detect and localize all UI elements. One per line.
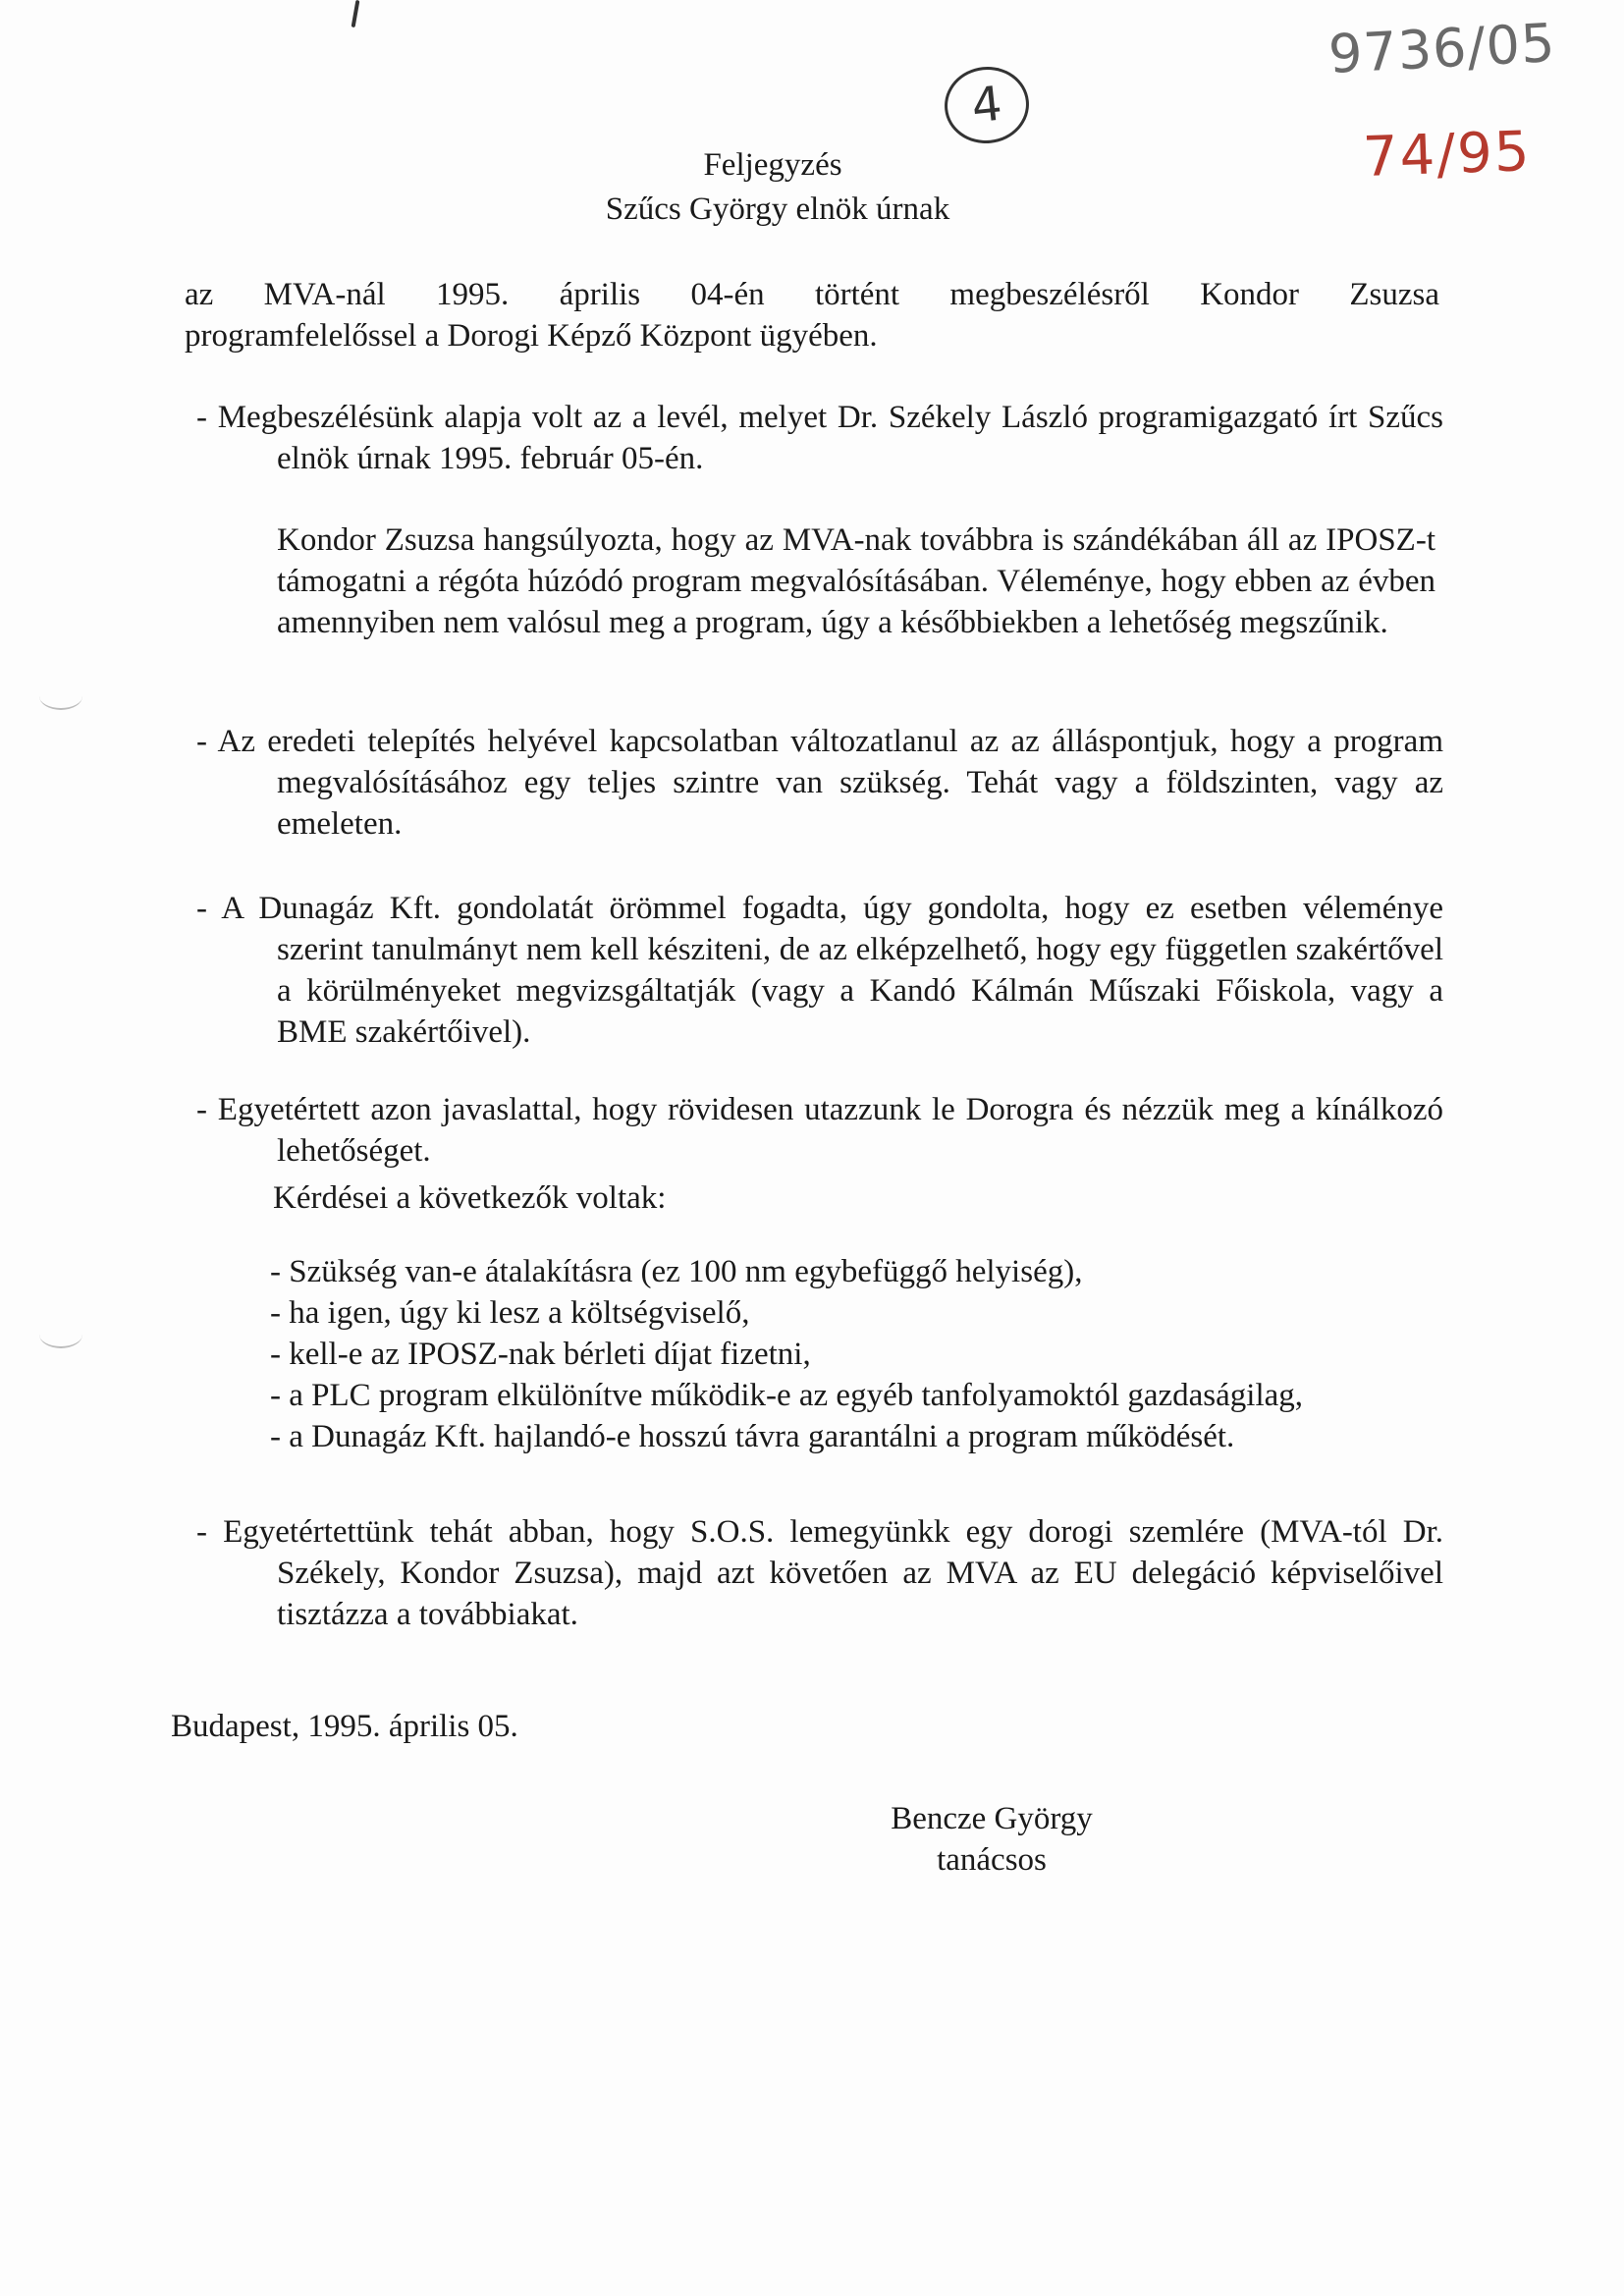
- signer-name: Bencze György: [891, 1801, 1093, 1836]
- bullet-dash: -: [196, 1092, 207, 1127]
- bullet-text: Megbeszélésünk alapja volt az a levél, melyet Dr. Székely László programigazgató írt Szűcs elnök úrnak 1995. február 05-én.: [217, 400, 1443, 476]
- bullet-dash: -: [196, 400, 207, 435]
- intro-line-2: programfelelőssel a Dorogi Képző Központ ügyében.: [185, 317, 878, 354]
- bullet-item-5: [177, 1512, 1443, 1636]
- place-and-date: Budapest, 1995. április 05.: [171, 1709, 518, 1744]
- punch-hole-mark: [39, 1321, 82, 1348]
- bullet-item-2: [177, 722, 1443, 846]
- bullet-item-1: [177, 398, 1443, 480]
- bullet-text: Az eredeti telepítés helyével kapcsolatban változatlanul az az álláspontjuk, hogy a program megvalósításához egy teljes szintre van szükség. Tehát vagy a földszinten, vagy az emeleten.: [217, 724, 1443, 842]
- signature-block: [854, 1799, 1129, 1882]
- list-item: - ha igen, úgy ki lesz a költségviselő,: [270, 1294, 750, 1331]
- signer-title: tanácsos: [937, 1841, 1047, 1878]
- list-item: - a Dunagáz Kft. hajlandó-e hosszú távra garantálni a program működését.: [270, 1418, 1235, 1454]
- circled-page-number: 4: [941, 63, 1033, 148]
- document-addressee: Szűcs György elnök úrnak: [605, 191, 950, 227]
- list-item: - a PLC program elkülönítve működik-e az egyéb tanfolyamoktól gazdaságilag,: [270, 1377, 1304, 1413]
- bullet-dash: -: [196, 891, 207, 926]
- handwritten-reference-number: 9736/05: [1326, 11, 1557, 86]
- bullet-dash: -: [196, 724, 207, 759]
- list-item: - kell-e az IPOSZ-nak bérleti díjat fizetni,: [270, 1336, 811, 1372]
- intro-paragraph: [185, 275, 1439, 357]
- list-item: - Szükség van-e átalakításra (ez 100 nm egybefüggő helyiség),: [270, 1254, 1083, 1289]
- bullet-dash: -: [196, 1514, 207, 1550]
- bullet-item-3: [177, 889, 1443, 1054]
- punch-hole-mark: [39, 683, 82, 710]
- questions-intro: Kérdései a következők voltak:: [273, 1180, 667, 1216]
- pen-mark: [352, 0, 360, 27]
- bullet-text: Egyetértett azon javaslattal, hogy rövidesen utazzunk le Dorogra és nézzük meg a kínálkozó lehetőséget.: [217, 1092, 1444, 1169]
- bullet-text: A Dunagáz Kft. gondolatát örömmel fogadta, úgy gondolta, hogy ez esetben véleménye szerint tanulmányt nem kell késziteni, de az elképzelhető, hogy egy független szakértővel a körülményeket megvizsgáltatják (vagy a Kandó Kálmán Műszaki Főiskola, vagy a BME szakértőivel).: [221, 891, 1443, 1050]
- intro-line-1: az MVA-nál 1995. április 04-én történt megbeszélésről Kondor Zsuzsa: [185, 277, 1439, 312]
- bullet-text: Egyetértettünk tehát abban, hogy S.O.S. lemegyünkk egy dorogi szemlére (MVA-tól Dr. Székely, Kondor Zsuzsa), majd azt követően az MVA az EU delegáció képviselőivel tisztázza a továbbiakat.: [223, 1514, 1444, 1632]
- questions-list: [270, 1252, 1448, 1458]
- kondor-paragraph: Kondor Zsuzsa hangsúlyozta, hogy az MVA-nak továbbra is szándékában áll az IPOSZ-t támogatni a régóta húzódó program megvalósításában. Véleménye, hogy ebben az évben amennyiben nem valósul meg a program, úgy a későbbiekben a lehetőség megszűnik.: [277, 522, 1435, 640]
- bullet-item-4: [177, 1090, 1443, 1173]
- handwritten-file-number: 74/95: [1361, 120, 1533, 190]
- document-title: Feljegyzés: [703, 147, 842, 183]
